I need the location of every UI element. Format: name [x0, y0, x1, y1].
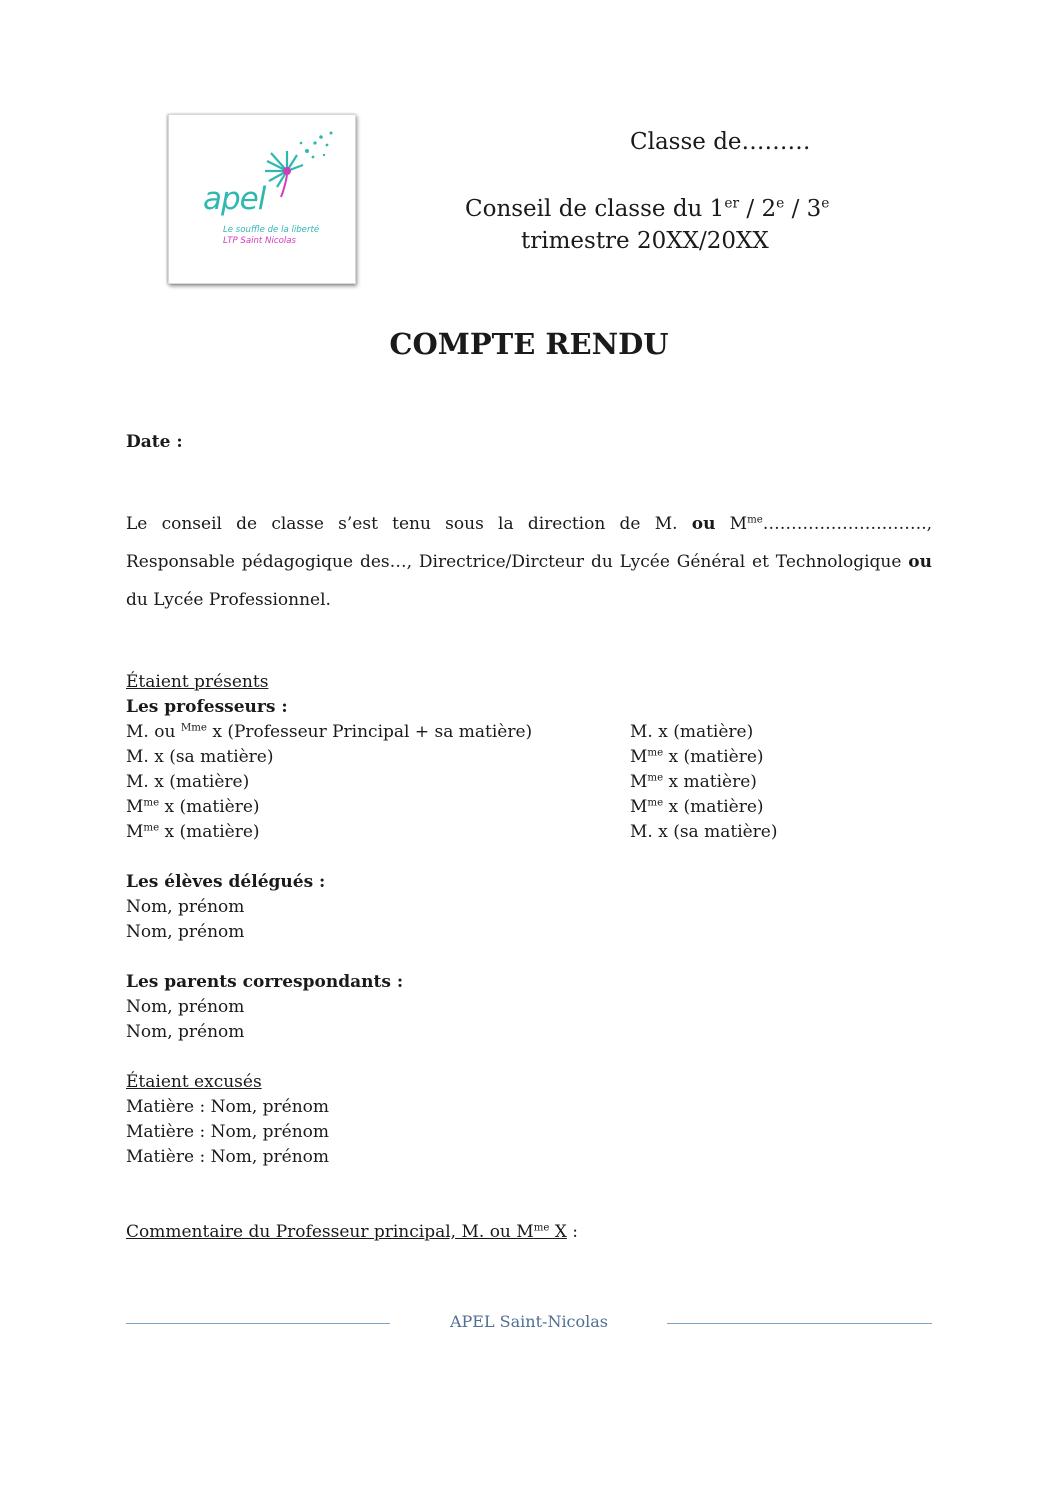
- intro-paragraph: Le conseil de classe s’est tenu sous la direction de M. ou $M^{me}\dots\dots\dots\dots\dots\dots\dots.\dots\dots$., Responsable pédagogique des…, Directrice/Dircteur du Lycée Général et Technologique ou du Lycée Professionnel.: [126, 514, 933, 610]
- logo-wordmark: apel: [203, 181, 266, 217]
- professeur-entry: M. ou $^{Mme}$ x (Professeur Principal + sa matière): [126, 722, 533, 742]
- excuse-item: Matière : Nom, prénom: [126, 1147, 330, 1167]
- professeur-entry: $M^{me}$ x (matière): [630, 797, 764, 817]
- professeurs-label: Les professeurs :: [126, 697, 288, 717]
- professeurs-left-list: [126, 720, 532, 845]
- page-title: COMPTE RENDU: [389, 327, 669, 361]
- apel-logo: [168, 114, 356, 284]
- logo-tagline: Le souffle de la liberté: [223, 225, 320, 235]
- professeur-entry: M. x (sa matière): [126, 747, 274, 767]
- excuses-heading: Étaient excusés: [126, 1072, 262, 1092]
- presents-heading: Étaient présents: [126, 672, 269, 692]
- delegue-name: Nom, prénom: [126, 922, 245, 942]
- professeur-entry: $M^{me}$ x matière): [630, 772, 757, 792]
- classe-heading: Classe de………: [630, 129, 811, 155]
- professeur-entry: $M^{me}$ x (matière): [630, 747, 764, 767]
- logo-subtitle: LTP Saint Nicolas: [223, 236, 296, 246]
- footer-rule-right: [667, 1323, 932, 1324]
- professeurs-right-list: [630, 720, 778, 845]
- professeur-entry: $M^{me}$ x (matière): [126, 797, 260, 817]
- footer-text: APEL Saint-Nicolas: [449, 1312, 609, 1331]
- excuse-item: Matière : Nom, prénom: [126, 1097, 330, 1117]
- delegues-label: Les élèves délégués :: [126, 872, 326, 892]
- trimestre-heading: trimestre 20XX/20XX: [521, 228, 769, 254]
- parents-label: Les parents correspondants :: [126, 972, 404, 992]
- parent-name: Nom, prénom: [126, 997, 245, 1017]
- professeur-entry: $M^{me}$ x (matière): [126, 822, 260, 842]
- excuse-item: Matière : Nom, prénom: [126, 1122, 330, 1142]
- delegue-name: Nom, prénom: [126, 897, 245, 917]
- commentaire-label: Commentaire du Professeur principal, M. ou $M^{me}$ X :: [126, 1222, 579, 1242]
- conseil-heading: Conseil de classe du 1er / 2e / 3e: [465, 195, 830, 222]
- parent-name: Nom, prénom: [126, 1022, 245, 1042]
- professeur-entry: M. x (matière): [630, 722, 754, 742]
- date-label: Date :: [126, 432, 183, 452]
- professeur-entry: M. x (sa matière): [630, 822, 778, 842]
- professeur-entry: M. x (matière): [126, 772, 250, 792]
